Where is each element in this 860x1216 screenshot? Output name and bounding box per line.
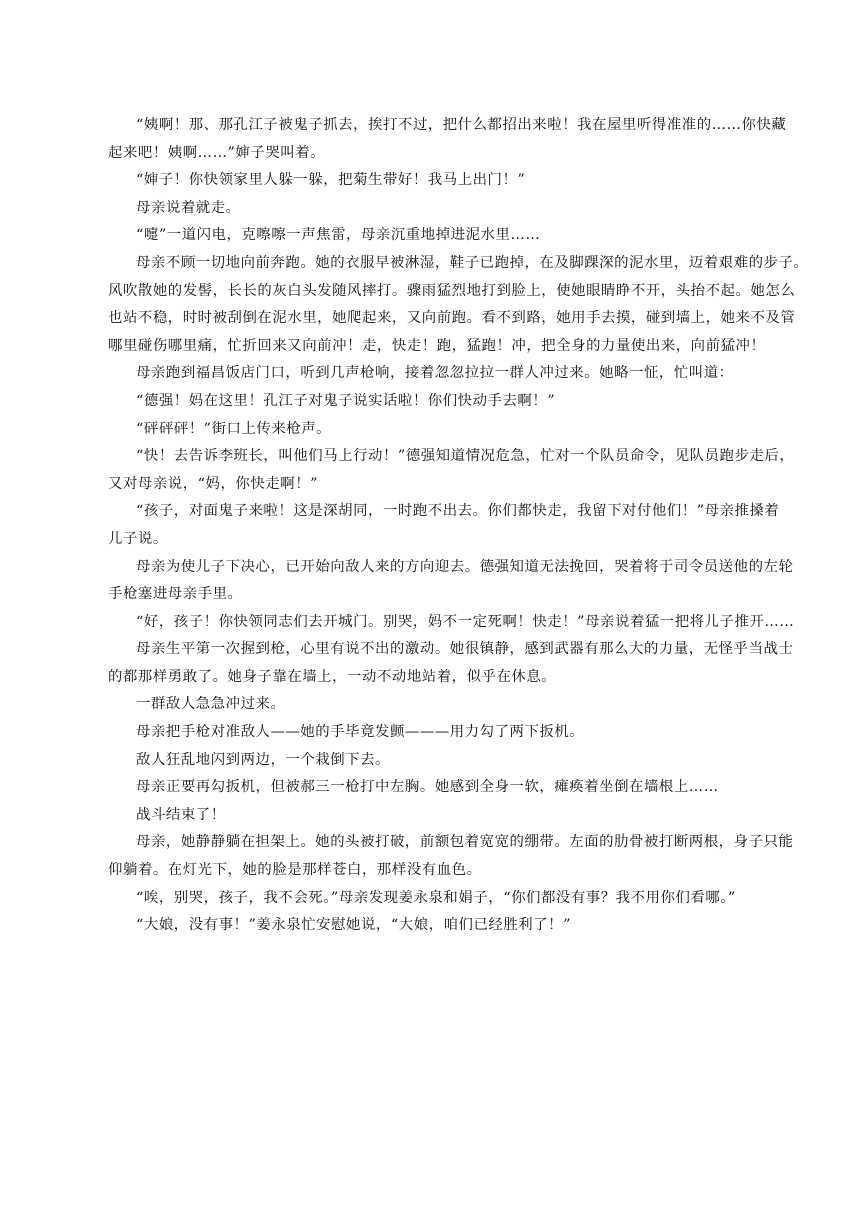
text-line: 母亲跑到福昌饭店门口，听到几声枪响，接着忽忽拉拉一群人冲过来。她略一怔，忙叫道： (136, 365, 734, 382)
text-line: 仰躺着。在灯光下，她的脸是那样苍白，那样没有血色。 (108, 862, 482, 879)
paragraph (108, 388, 772, 416)
text-line: 母亲说着就走。 (136, 199, 241, 216)
text-line: 战斗结束了！ (136, 806, 226, 823)
text-line: 起来吧！姨啊……”婶子哭叫着。 (108, 144, 326, 161)
document-body (108, 112, 809, 940)
text-line: “唉，别哭，孩子，我不会死。”母亲发现姜永泉和娟子，“你们都没有事？我不用你们看哪。” (136, 889, 736, 906)
paragraph (108, 443, 795, 498)
paragraph (108, 747, 772, 775)
text-line: 一群敌人急急冲过来。 (136, 696, 286, 713)
paragraph (108, 885, 772, 913)
paragraph (108, 802, 772, 830)
text-line: 也站不稳，时时被刮倒在泥水里，她爬起来，又向前跑。看不到路，她用手去摸，碰到墙上，她来不及管 (108, 310, 796, 327)
text-line: 母亲，她静静躺在担架上。她的头被打破，前额包着宽宽的绷带。左面的肋骨被打断两根，身子只能 (136, 834, 794, 851)
text-line: 母亲把手枪对准敌人——她的手毕竟发颤———用力勾了两下扳机。 (136, 724, 585, 741)
text-line: 哪里碰伤哪里痛，忙折回来又向前冲！走，快走！跑，猛跑！冲，把全身的力量使出来，向前猛冲！ (108, 337, 766, 354)
text-line: “孩子，对面鬼子来啦！这是深胡同，一时跑不出去。你们都快走，我留下对付他们！”母亲推搡着 (136, 503, 780, 520)
text-line: “好，孩子！你快领同志们去开城门。别哭，妈不一定死啊！快走！”母亲说着猛一把将儿子推开…… (136, 613, 795, 630)
paragraph (108, 609, 795, 637)
paragraph (108, 691, 772, 719)
paragraph (108, 912, 772, 940)
paragraph (108, 112, 787, 167)
text-line: “嚏”一道闪电，克嚓嚓一声焦雷，母亲沉重地掉进泥水里…… (136, 227, 541, 244)
text-line: “大娘，没有事！”姜永泉忙安慰她说，“大娘，咱们已经胜利了！” (136, 917, 572, 934)
paragraph (108, 416, 772, 444)
text-line: 母亲正要再勾扳机，但被郝三一枪打中左胸。她感到全身一软，瘫痪着坐倒在墙根上…… (136, 779, 719, 796)
text-line: 手枪塞进母亲手里。 (108, 586, 243, 603)
text-line: 风吹散她的发髻，长长的灰白头发随风摔打。骤雨猛烈地打到脸上，使她眼睛睁不开，头抬不起。她怎么 (108, 282, 796, 299)
paragraph (108, 774, 772, 802)
text-line: 敌人狂乱地闪到两边，一个栽倒下去。 (136, 751, 390, 768)
text-line: 又对母亲说，“妈，你快走啊！” (108, 475, 319, 492)
paragraph (108, 636, 794, 691)
text-line: 母亲生平第一次握到枪，心里有说不出的激动。她很镇静，感到武器有那么大的力量，无怪乎当战士 (136, 641, 794, 658)
paragraph (108, 829, 794, 884)
text-line: 母亲为使儿子下决心，已开始向敌人来的方向迎去。德强知道无法挽回，哭着将于司令员送他的左轮 (136, 558, 794, 575)
paragraph (108, 719, 772, 747)
text-line: “砰砰砰！”街口上传来枪声。 (136, 420, 332, 437)
text-line: “姨啊！那、那孔江子被鬼子抓去，挨打不过，把什么都招出来啦！我在屋里听得准准的……你快藏 (136, 117, 787, 133)
text-line: 的都那样勇敢了。她身子靠在墙上，一动不动地站着，似乎在休息。 (108, 668, 557, 685)
paragraph (108, 250, 809, 360)
text-line: “快！去告诉李班长，叫他们马上行动！”德强知道情况危急，忙对一个队员命令，见队员跑步走后， (136, 448, 795, 465)
text-line: “德强！妈在这里！孔江子对鬼子说实话啦！你们快动手去啊！” (136, 392, 556, 409)
text-line: 儿子说。 (108, 530, 168, 547)
paragraph (108, 498, 780, 553)
paragraph (108, 360, 772, 388)
paragraph (108, 554, 794, 609)
paragraph (108, 222, 772, 250)
text-line: 母亲不顾一切地向前奔跑。她的衣服早被淋湿，鞋子已跑掉，在及脚踝深的泥水里，迈着艰难的步子。 (136, 254, 809, 271)
paragraph (108, 167, 772, 195)
text-line: “婶子！你快领家里人躲一躲，把菊生带好！我马上出门！” (136, 172, 526, 189)
paragraph (108, 195, 772, 223)
